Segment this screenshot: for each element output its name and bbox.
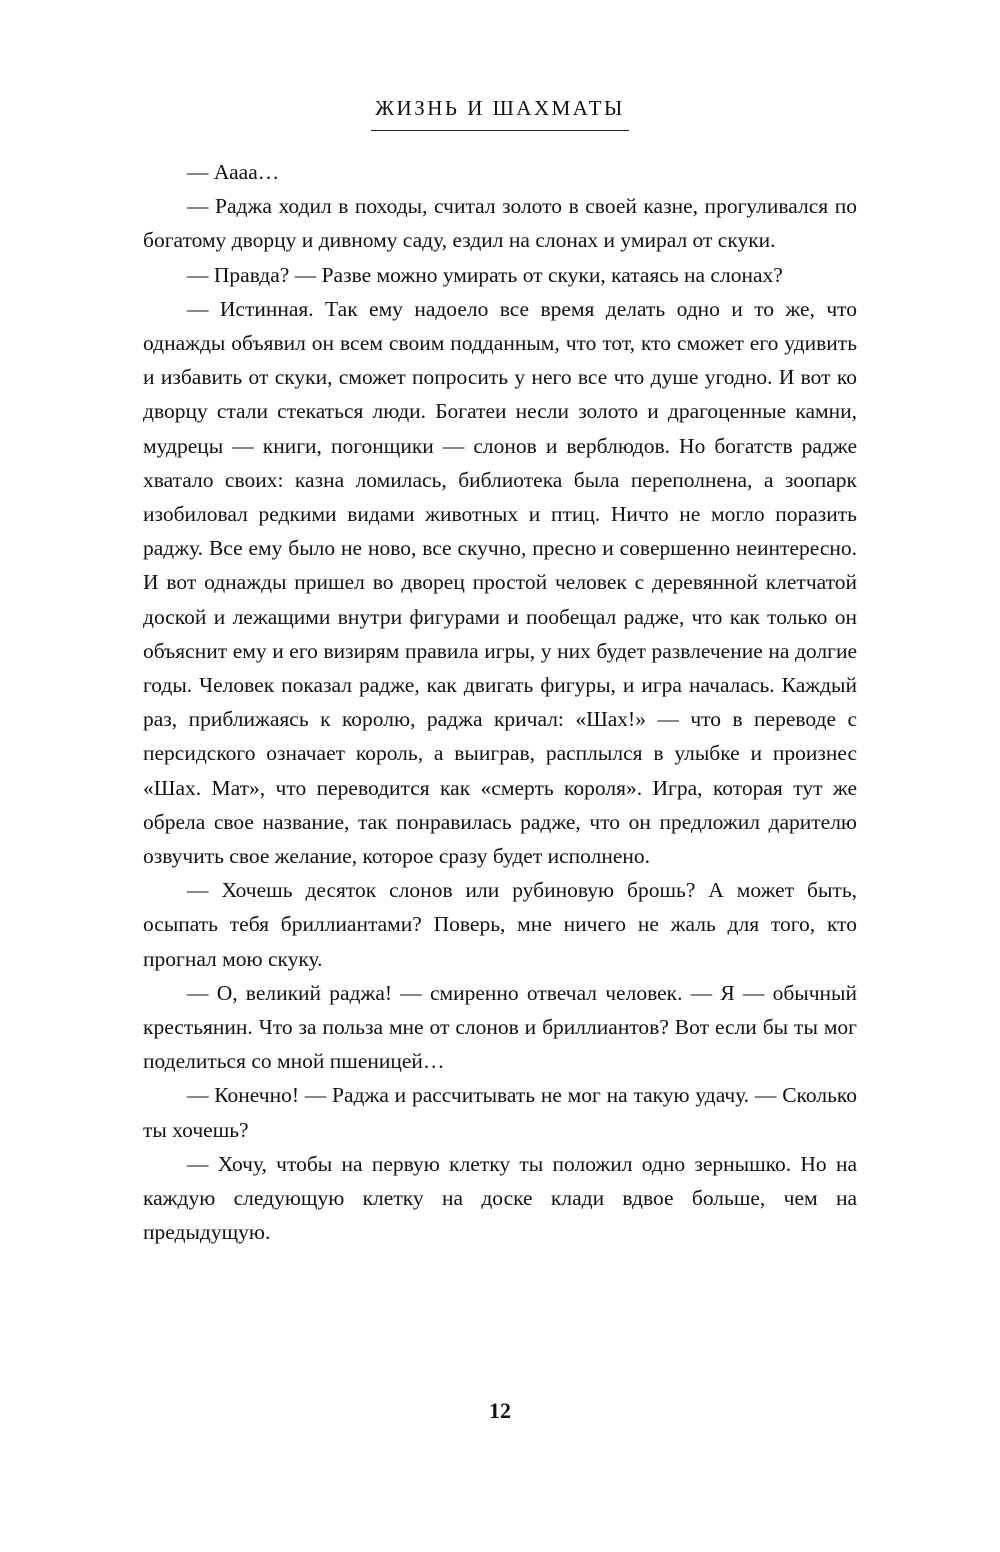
paragraph: — О, великий раджа! — смиренно отвечал человек. — Я — обычный крестьянин. Что за польза мне от слонов и бриллиантов? Вот если бы ты мог поделиться со мной пшеницей…	[143, 980, 857, 1074]
paragraph: — Конечно! — Раджа и рассчитывать не мог на такую удачу. — Сколько ты хочешь?	[143, 1083, 857, 1142]
paragraph: — Правда? — Разве можно умирать от скуки, катаясь на слонах?	[187, 262, 783, 287]
paragraph: — Аааа…	[187, 160, 280, 184]
paragraph: — Хочешь десяток слонов или рубиновую брошь? А может быть, осыпать тебя бриллиантами? Поверь, мне ничего не жаль для того, кто прогнал мою скуку.	[143, 878, 857, 971]
paragraph: — Хочу, чтобы на первую клетку ты положил одно зернышко. Но на каждую следующую клетку на доске клади вдвое больше, чем на предыдущую.	[143, 1151, 857, 1245]
paragraph: — Истинная. Так ему надоело все время делать одно и то же, что однажды объявил он всем своим подданным, что тот, кто сможет его удивить и избавить от скуки, сможет попросить у него все что душе угодно. И вот ко дворцу стали стекаться люди. Богатеи несли золото и драгоценные камни, мудрецы — книги, погонщики — слонов и верблюдов. Но богатств радже хватало своих: казна ломилась, библиотека была переполнена, а зоопарк изобиловал редкими видами животных и птиц. Ничто не могло поразить раджу. Все ему было не ново, все скучно, пресно и совершенно неинтересно. И вот однажды пришел во дворец простой человек с деревянной клетчатой доской и лежащими внутри фигурами и пообещал радже, что как только он объяснит ему и его визирям правила игры, у них будет развлечение на долгие годы. Человек показал радже, как двигать фигуры, и игра началась. Каждый раз, приближаясь к королю, раджа кричал: «Шах!» — что в переводе с персидского означает король, а выиграв, расплылся в улыбке и произнес «Шах. Мат», что переводится как «смерть короля». Игра, которая тут же обрела свое название, так понравилась радже, что он предложил дарителю озвучить свое желание, которое сразу будет исполнено.	[143, 296, 857, 869]
page-number: 12	[489, 1398, 511, 1423]
running-head	[0, 96, 1000, 131]
body-text	[143, 155, 857, 1250]
paragraph: — Раджа ходил в походы, считал золото в своей казне, прогуливался по богатому дворцу и дивному саду, ездил на слонах и умирал от скуки.	[143, 194, 857, 253]
running-head-rule	[371, 130, 629, 131]
running-head-title: ЖИЗНЬ И ШАХМАТЫ	[375, 96, 625, 120]
